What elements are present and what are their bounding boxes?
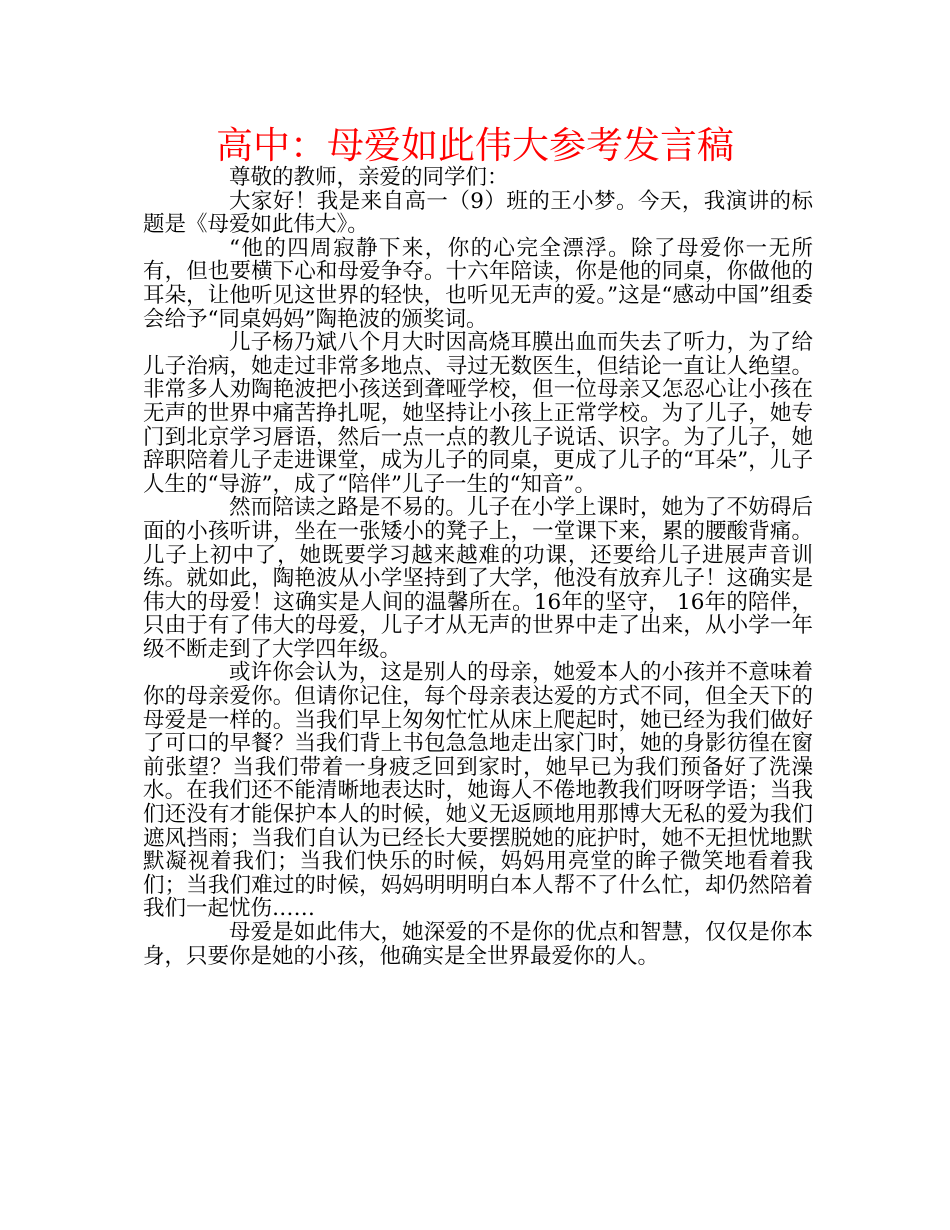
story-paragraph: 儿子杨乃斌八个月大时因高烧耳膜出血而失去了听力，为了给儿子治病，她走过非常多地点、寻过无数医生，但结论一直让人绝望。非常多人劝陶艳波把小孩送到聋哑学校，但一位母亲又怎忍心让小孩在无声的世界中痛苦挣扎呢，她坚持让小孩上正常学校。为了儿子，她专门到北京学习唇语，然后一点一点的教儿子说话、识字。为了儿子，她辞职陪着儿子走进课堂，成为儿子的同桌，更成了儿子的“耳朵”，儿子人生的“导游”，成了“陪伴”儿子一生的“知音”。 <box>143 330 813 497</box>
salutation-paragraph: 尊敬的教师，亲爱的同学们： <box>229 165 509 190</box>
conclusion-paragraph: 母爱是如此伟大，她深爱的不是你的优点和智慧，仅仅是你本身，只要你是她的小孩，他确实是全世界最爱你的人。 <box>143 920 813 969</box>
document-body <box>143 166 813 968</box>
perseverance-paragraph: 然而陪读之路是不易的。儿子在小学上课时，她为了不妨碍后面的小孩听讲，坐在一张矮小的凳子上，一堂课下来，累的腰酸背痛。儿子上初中了，她既要学习越来越难的功课，还要给儿子进展声音训练。就如此，陶艳波从小学坚持到了大学，他没有放弃儿子！这确实是伟大的母爱！这确实是人间的温馨所在。16年的坚守， 16年的陪伴，只由于有了伟大的母爱，儿子才从无声的世界中走了出来，从小学一年级不断走到了大学四年级。 <box>143 495 813 662</box>
reflection-paragraph: 或许你会认为，这是别人的母亲，她爱本人的小孩并不意味着你的母亲爱你。但请你记住，每个母亲表达爱的方式不同，但全天下的母爱是一样的。当我们早上匆匆忙忙从床上爬起时，她已经为我们做好了可口的早餐？当我们背上书包急急地走出家门时，她的身影彷徨在窗前张望？当我们带着一身疲乏回到家时，她早已为我们预备好了洗澡水。在我们还不能清晰地表达时，她诲人不倦地教我们呀呀学语；当我们还没有才能保护本人的时候，她义无返顾地用那博大无私的爱为我们遮风挡雨；当我们自认为已经长大要摆脱她的庇护时，她不无担忧地默默凝视着我们；当我们快乐的时候，妈妈用亮堂的眸子微笑地看着我们；当我们难过的时候，妈妈明明明白本人帮不了什么忙，却仍然陪着我们一起忧伤…… <box>143 660 813 922</box>
award-quote-paragraph: “他的四周寂静下来，你的心完全漂浮。除了母爱你一无所有，但也要横下心和母爱争夺。十六年陪读，你是他的同桌，你做他的耳朵，让他听见这世界的轻快，也听见无声的爱。”这是“感动中国”组委会给予“同桌妈妈”陶艳波的颁奖词。 <box>143 235 813 332</box>
intro-paragraph: 大家好！我是来自高一（9）班的王小梦。今天，我演讲的标题是《母爱如此伟大》。 <box>143 188 813 238</box>
document-title: 高中：母爱如此伟大参考发言稿 <box>216 124 734 167</box>
